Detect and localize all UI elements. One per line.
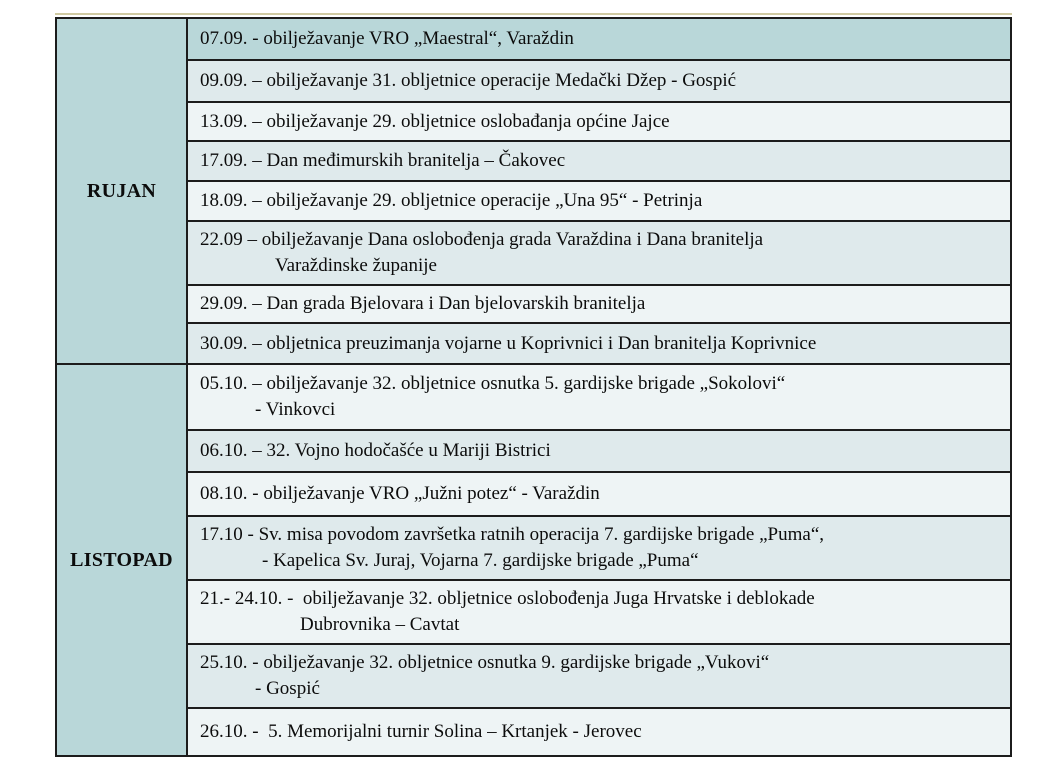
event-cell: [187, 364, 1011, 430]
event-row: [56, 60, 1011, 102]
month-cell-rujan: RUJAN: [56, 18, 187, 364]
event-row: [56, 430, 1011, 472]
event-text: 06.10. – 32. Vojno hodočašće u Mariji Bistrici: [200, 440, 551, 461]
events-table-body: [56, 18, 1011, 756]
event-cell: [187, 60, 1011, 102]
event-cell: [187, 141, 1011, 181]
event-text: - Gospić: [255, 678, 320, 699]
event-cell: [187, 644, 1011, 708]
event-text: 26.10. - 5. Memorijalni turnir Solina – Krtanjek - Jerovec: [200, 721, 642, 742]
event-text: 17.09. – Dan međimurskih branitelja – Čakovec: [200, 150, 566, 171]
event-text: 13.09. – obilježavanje 29. obljetnice oslobađanja općine Jajce: [200, 110, 670, 132]
event-text: 30.09. – obljetnica preuzimanja vojarne u Koprivnici i Dan branitelja Koprivnice: [200, 332, 817, 354]
event-row: [56, 181, 1011, 221]
event-cell: [187, 181, 1011, 221]
event-text: Varaždinske županije: [275, 255, 437, 276]
event-text: - Vinkovci: [255, 399, 336, 420]
event-row: [56, 644, 1011, 708]
event-row: [56, 285, 1011, 323]
event-text: 07.09. - obilježavanje VRO „Maestral“, Varaždin: [200, 28, 574, 49]
event-row: [56, 18, 1011, 60]
event-row: [56, 580, 1011, 644]
event-text: 29.09. – Dan grada Bjelovara i Dan bjelovarskih branitelja: [200, 293, 646, 314]
event-text: 21.- 24.10. - obilježavanje 32. obljetnice oslobođenja Juga Hrvatske i deblokade: [200, 588, 815, 609]
event-row: [56, 102, 1011, 141]
event-text: Dubrovnika – Cavtat: [300, 614, 460, 635]
event-cell: [187, 285, 1011, 323]
event-row: [56, 221, 1011, 285]
event-text: 09.09. – obilježavanje 31. obljetnice operacije Medački Džep - Gospić: [200, 70, 737, 91]
event-row: [56, 323, 1011, 364]
event-row: [56, 708, 1011, 756]
events-table-container: [55, 17, 1012, 757]
event-row: [56, 472, 1011, 516]
event-text: 22.09 – obilježavanje Dana oslobođenja grada Varaždina i Dana branitelja: [200, 229, 764, 250]
event-cell: [187, 516, 1011, 580]
event-cell: [187, 430, 1011, 472]
event-cell: [187, 580, 1011, 644]
event-text: 25.10. - obilježavanje 32. obljetnice osnutka 9. gardijske brigade „Vukovi“: [200, 652, 770, 673]
event-text: 08.10. - obilježavanje VRO „Južni potez“ - Varaždin: [200, 483, 600, 504]
event-cell: [187, 472, 1011, 516]
event-row: [56, 516, 1011, 580]
event-text: - Kapelica Sv. Juraj, Vojarna 7. gardijske brigade „Puma“: [262, 550, 699, 571]
event-row: [56, 141, 1011, 181]
event-cell: [187, 323, 1011, 364]
event-cell: [187, 708, 1011, 756]
event-text: 18.09. – obilježavanje 29. obljetnice operacije „Una 95“ - Petrinja: [200, 190, 703, 211]
event-text: 17.10 - Sv. misa povodom završetka ratnih operacija 7. gardijske brigade „Puma“,: [200, 524, 825, 545]
event-cell: [187, 18, 1011, 60]
event-cell: [187, 102, 1011, 141]
events-table: [55, 17, 1012, 757]
top-divider: [55, 13, 1012, 15]
month-cell-listopad: LISTOPAD: [56, 364, 187, 756]
event-text: 05.10. – obilježavanje 32. obljetnice osnutka 5. gardijske brigade „Sokolovi“: [200, 373, 786, 394]
event-row: [56, 364, 1011, 430]
event-cell: [187, 221, 1011, 285]
